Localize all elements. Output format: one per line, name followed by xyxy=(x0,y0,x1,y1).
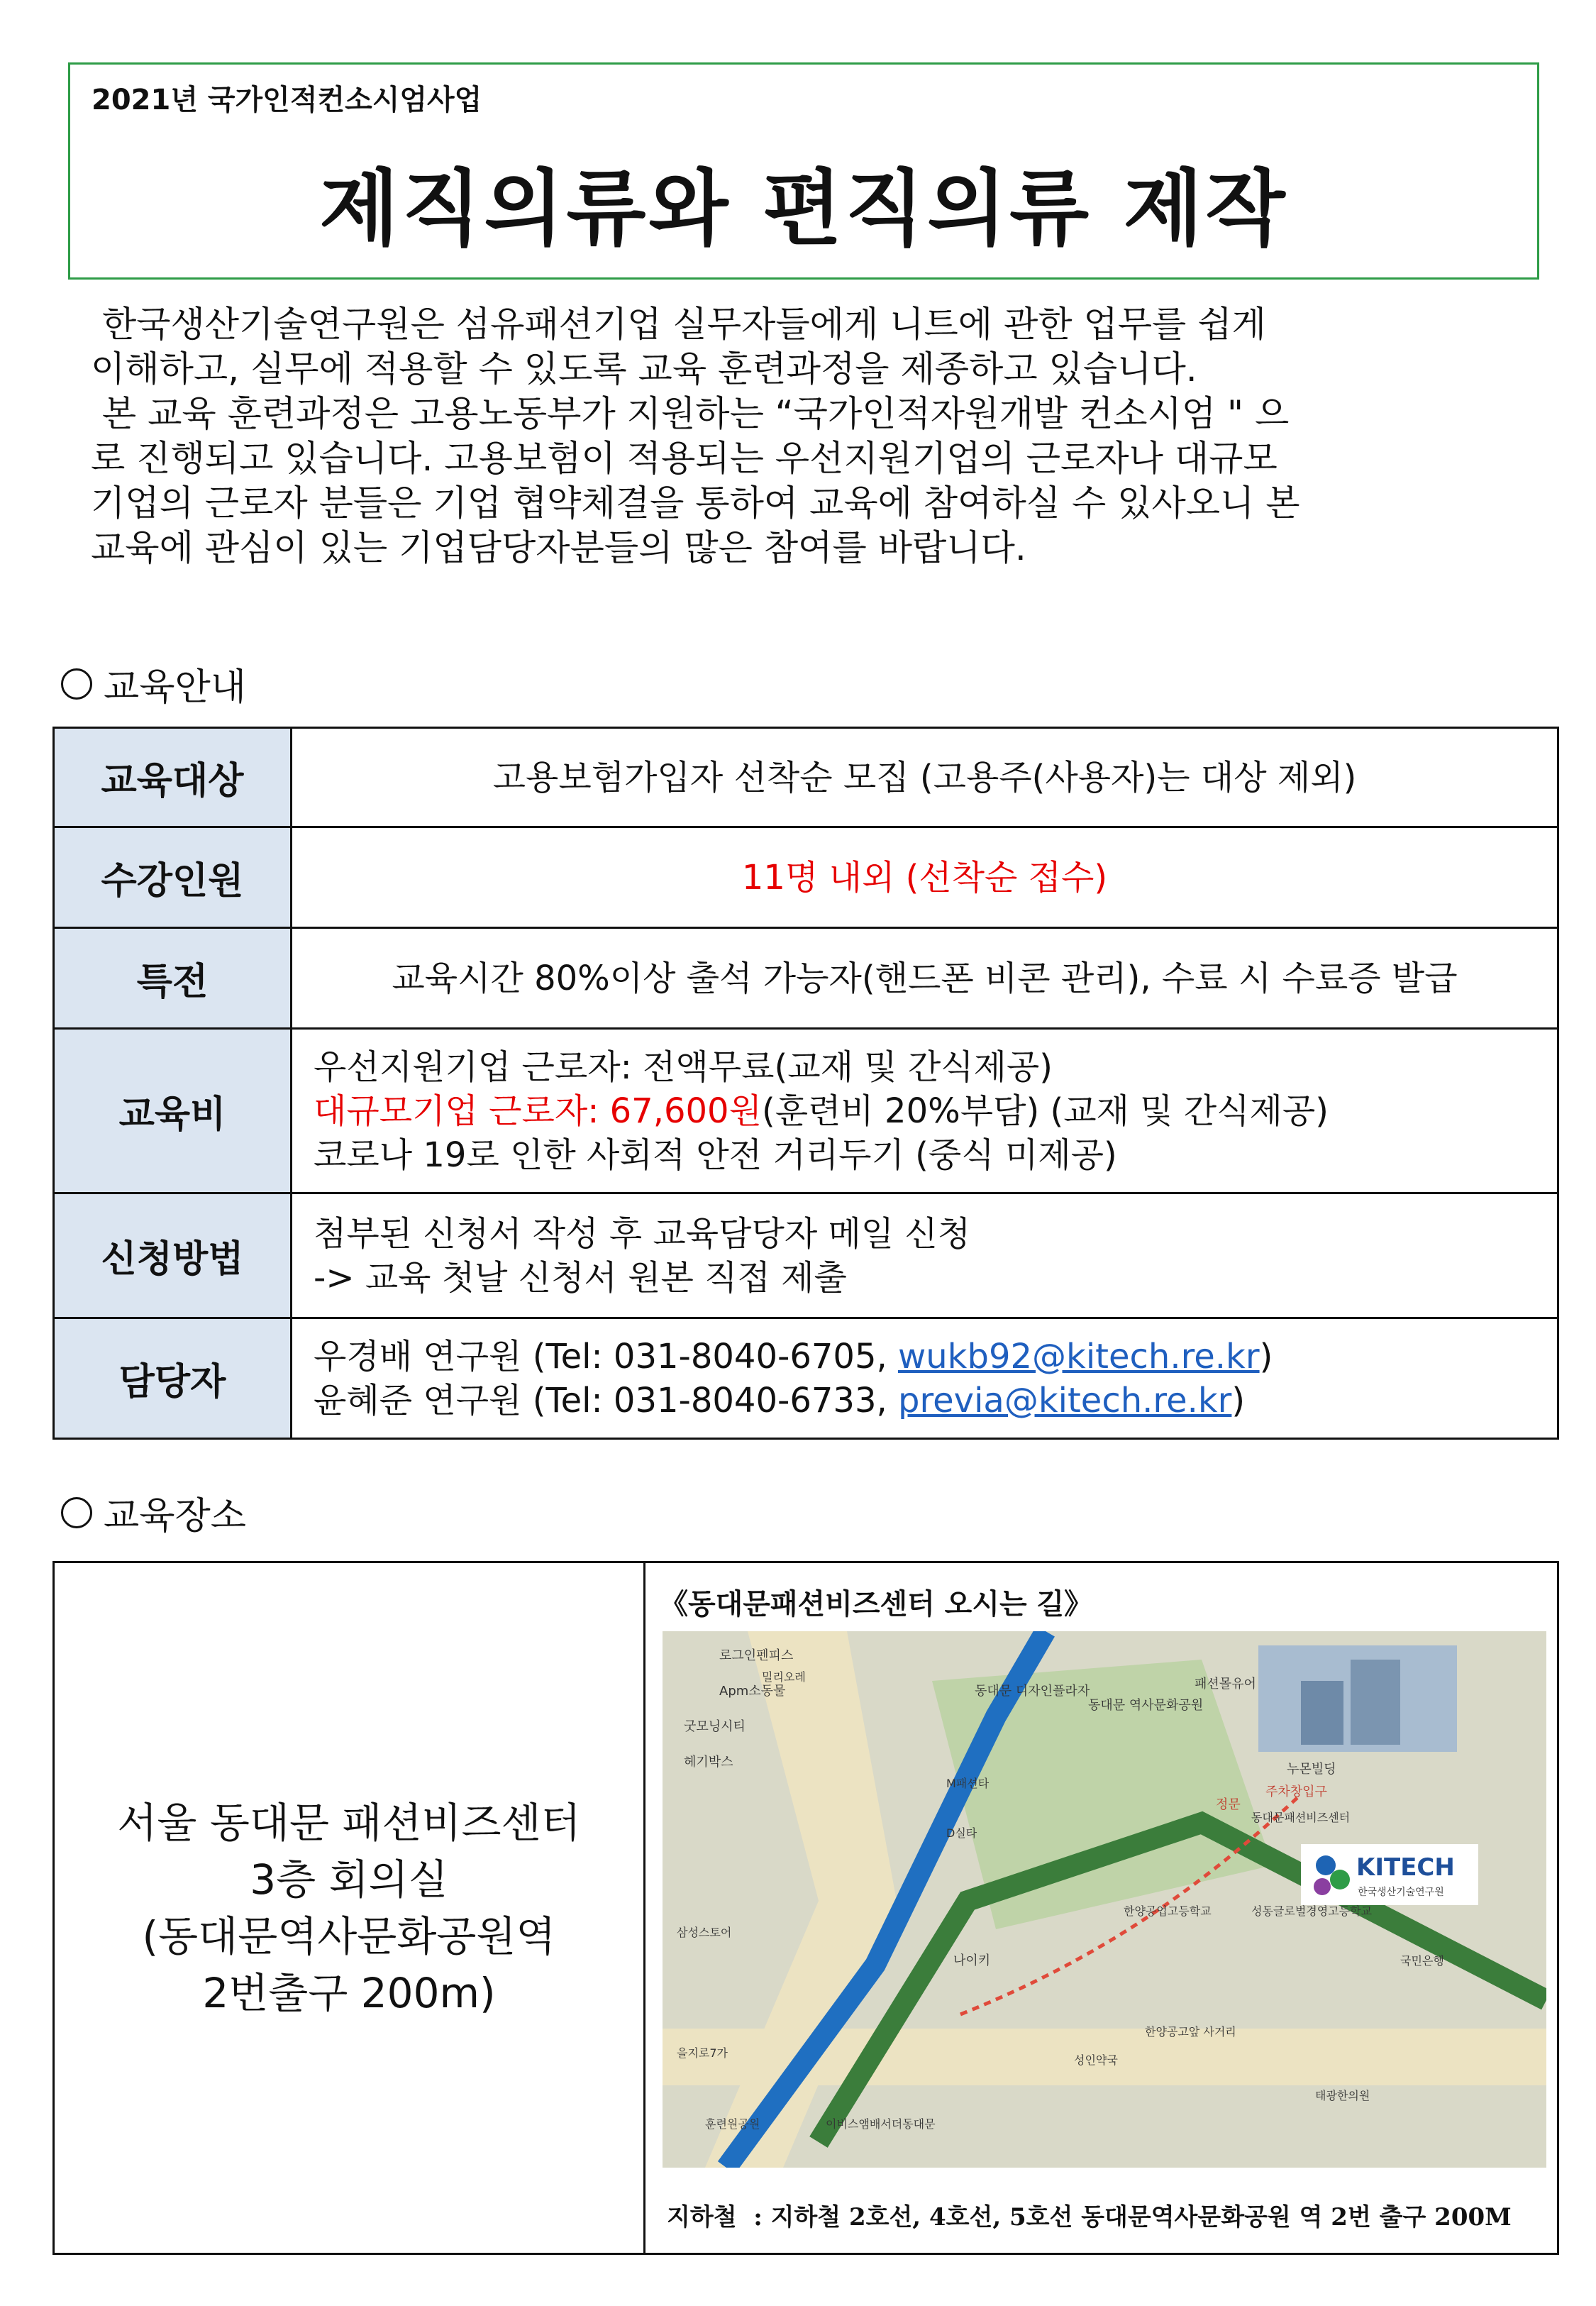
intro-line: 본 교육 훈련과정은 고용노동부가 지원하는 “국가인적자원개발 컨소시엄 " 으 xyxy=(91,393,1290,434)
section-location-title: 교육장소 xyxy=(104,1495,246,1538)
apply-value xyxy=(292,1193,1558,1318)
kitech-logo-sub: 한국생산기술연구원 xyxy=(1358,1887,1444,1898)
benefit-label: 특전 xyxy=(54,928,292,1029)
contact-label: 담당자 xyxy=(54,1318,292,1439)
fee-line: 우선지원기업 근로자: 전액무료(교재 및 간식제공) xyxy=(314,1047,1053,1087)
apply-line: -> 교육 첫날 신청서 원본 직접 제출 xyxy=(314,1257,847,1298)
capacity-label: 수강인원 xyxy=(54,827,292,928)
map-label: 굿모닝시티 xyxy=(684,1719,746,1734)
contact-suffix: ) xyxy=(1231,1380,1246,1420)
fee-large-company-detail: (훈련비 20%부담) (교재 및 간식제공) xyxy=(761,1091,1329,1131)
logo-dot-icon xyxy=(1314,1878,1331,1895)
contact-line xyxy=(314,1335,1536,1379)
map-label: 패션몰유어 xyxy=(1195,1677,1256,1692)
map-label: 태광한의원 xyxy=(1315,2089,1370,2102)
building-shape xyxy=(1351,1660,1400,1745)
logo-dot-icon xyxy=(1316,1855,1336,1875)
map-label: 동대문 디자인플라자 xyxy=(975,1684,1090,1699)
intro-line: 이해하고, 실무에 적용할 수 있도록 교육 훈련과정을 제종하고 있습니다. xyxy=(91,348,1197,390)
contact-suffix: ) xyxy=(1259,1336,1273,1377)
kitech-logo-text: KITECH xyxy=(1356,1853,1455,1882)
map-label: 성동글로벌경영고등학교 xyxy=(1251,1904,1373,1918)
map-label: 삼성스토어 xyxy=(677,1926,732,1939)
apply-line: 첨부된 신청서 작성 후 교육담당자 메일 신청 xyxy=(314,1213,971,1254)
place-line: 3층 회의실 xyxy=(250,1855,448,1904)
map-cell xyxy=(645,1562,1558,2254)
map-label: 정문 xyxy=(1216,1797,1241,1812)
map-label: Apm소동물 xyxy=(719,1684,786,1699)
map-label: 주차창입구 xyxy=(1265,1784,1327,1799)
building-shape xyxy=(1301,1681,1343,1745)
map-label: 나이키 xyxy=(953,1953,991,1968)
map-label: D실타 xyxy=(946,1826,977,1840)
info-table xyxy=(52,727,1559,1440)
map-label: 누몬빌딩 xyxy=(1287,1762,1336,1777)
place-line: 서울 동대문 패션비즈센터 xyxy=(117,1799,581,1847)
table-row xyxy=(54,728,1558,827)
logo-dot-icon xyxy=(1330,1870,1350,1890)
capacity-value: 11명 내외 (선착순 접수) xyxy=(292,827,1558,928)
location-table xyxy=(52,1561,1559,2255)
target-label: 교육대상 xyxy=(54,728,292,827)
map-subway-note: 지하철 : 지하철 2호선, 4호선, 5호선 동대문역사문화공원 역 2번 출구 200M xyxy=(667,2203,1512,2231)
table-row xyxy=(54,1318,1558,1439)
header-box xyxy=(68,62,1539,280)
section-guide-title: 교육안내 xyxy=(104,666,246,709)
map-label: 헤기박스 xyxy=(684,1755,733,1770)
apply-label: 신청방법 xyxy=(54,1193,292,1318)
map-label: 이비스앰배서더동대문 xyxy=(826,2117,936,2131)
map-label: 밀리오레 xyxy=(762,1670,806,1684)
table-row xyxy=(54,928,1558,1029)
fee-value xyxy=(292,1029,1558,1193)
section-guide xyxy=(61,657,246,710)
benefit-value: 교육시간 80%이상 출석 가능자(핸드폰 비콘 관리), 수료 시 수료증 발급 xyxy=(292,928,1558,1029)
contact-line xyxy=(314,1379,1536,1423)
map-label: 훈련원공원 xyxy=(705,2117,760,2131)
circle-bullet-icon xyxy=(61,1497,92,1528)
intro-line: 한국생산기술연구원은 섬유패션기업 실무자들에게 니트에 관한 업무를 쉽게 xyxy=(91,304,1266,345)
intro-line: 로 진행되고 있습니다. 고용보험이 적용되는 우선지원기업의 근로자나 대규모 xyxy=(91,438,1278,479)
table-row xyxy=(54,1193,1558,1318)
fee-label: 교육비 xyxy=(54,1029,292,1193)
email-link[interactable]: previa@kitech.re.kr xyxy=(898,1380,1232,1420)
email-link[interactable]: wukb92@kitech.re.kr xyxy=(898,1336,1260,1377)
map-label: 성인약국 xyxy=(1074,2053,1118,2067)
circle-bullet-icon xyxy=(61,668,92,700)
map-label: M패션타 xyxy=(946,1777,990,1790)
contact-value xyxy=(292,1318,1558,1439)
contact-name-tel: 우경배 연구원 (Tel: 031-8040-6705, xyxy=(314,1336,898,1377)
map-label: 국민은행 xyxy=(1400,1954,1444,1968)
fee-large-company: 대규모기업 근로자: 67,600원 xyxy=(314,1091,762,1131)
intro-line: 기업의 근로자 분들은 기업 협약체결을 통하여 교육에 참여하실 수 있사오니 본 xyxy=(91,482,1300,524)
section-location xyxy=(61,1486,246,1539)
place-cell xyxy=(54,1562,645,2254)
map-title: 《동대문패션비즈센터 오시는 길》 xyxy=(660,1587,1093,1621)
table-row xyxy=(54,827,1558,928)
intro-text xyxy=(91,302,1531,570)
fee-line xyxy=(314,1089,1536,1133)
page-title: 제직의류와 편직의류 제작 xyxy=(319,161,1288,257)
contact-name-tel: 윤혜준 연구원 (Tel: 031-8040-6733, xyxy=(314,1380,898,1420)
map-label: 동대문패션비즈센터 xyxy=(1251,1811,1351,1824)
map-label: 한양공업고등학교 xyxy=(1124,1904,1212,1918)
table-row xyxy=(54,1029,1558,1193)
map-label: 한양공고앞 사거리 xyxy=(1145,2025,1236,2039)
header-subtitle: 2021년 국가인적컨소시엄사업 xyxy=(92,84,482,116)
target-value: 고용보험가입자 선착순 모집 (고용주(사용자)는 대상 제외) xyxy=(292,728,1558,827)
map-label: 로그인펜피스 xyxy=(719,1648,794,1663)
place-line: 2번출구 200m) xyxy=(202,1969,496,2017)
directions-map xyxy=(663,1631,1546,2168)
map-label: 동대문 역사문화공원 xyxy=(1088,1698,1204,1713)
fee-line: 코로나 19로 인한 사회적 안전 거리두기 (중식 미제공) xyxy=(314,1135,1117,1175)
map-label: 을지로7가 xyxy=(677,2046,728,2060)
place-line: (동대문역사문화공원역 xyxy=(142,1912,556,1960)
intro-line: 교육에 관심이 있는 기업담당자분들의 많은 참여를 바랍니다. xyxy=(91,527,1026,568)
